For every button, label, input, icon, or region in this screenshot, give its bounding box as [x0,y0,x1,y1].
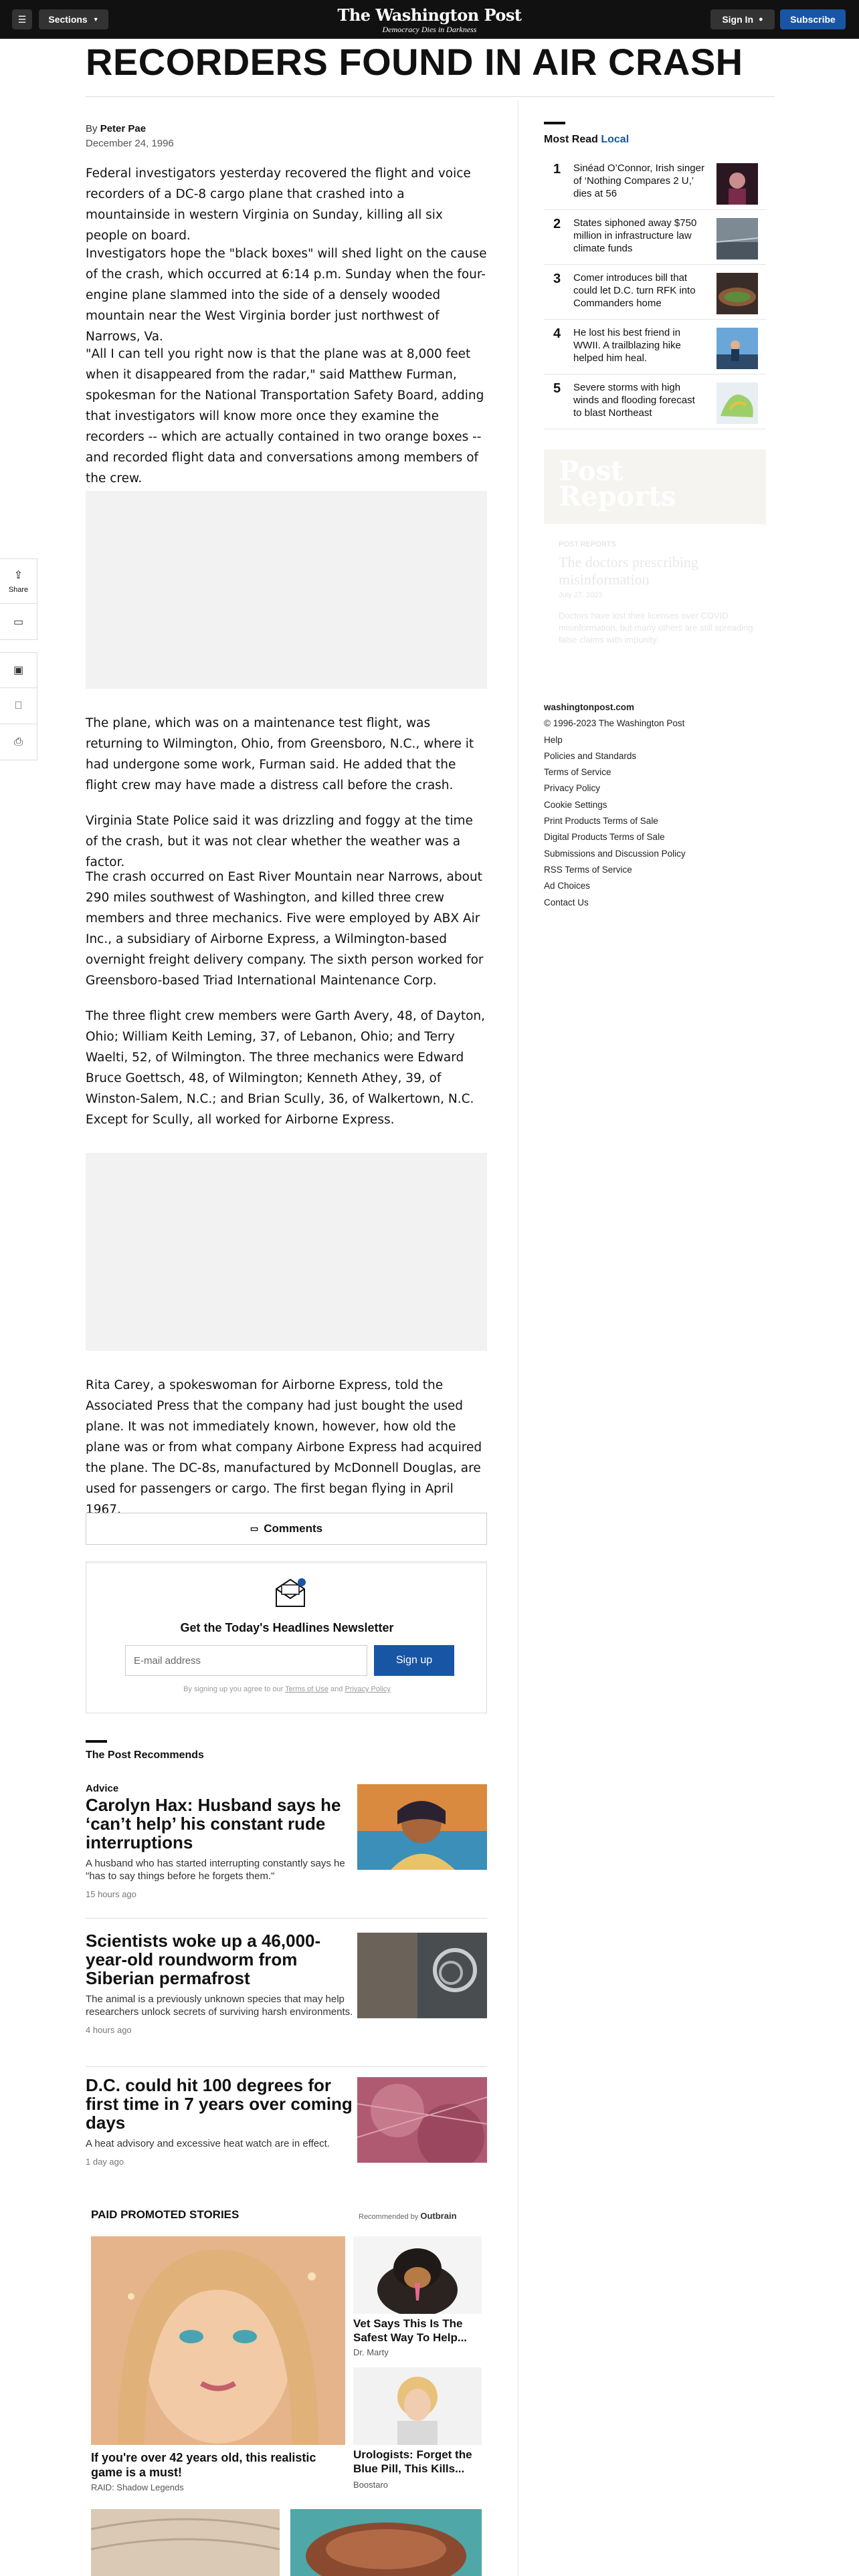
most-read-item[interactable] [544,210,766,265]
most-read-rank: 2 [553,217,561,231]
article-body-mid [86,811,487,873]
share-button[interactable] [0,558,37,604]
most-read-list [544,155,766,429]
newsletter-title: Get the Today's Headlines Newsletter [180,1621,394,1634]
article-paragraph: Rita Carey, a spokeswoman for Airborne Express, told the Associated Press that the company had just bought the used plane. It was not immediately known, however, how old the plane was or from what company Airbone Express had acquired the plane. The DC-8s, manufactured by McDonnell Douglas, are used for passengers or cargo. The first began flying in April 1967. [86,1378,482,1517]
post-reports-description: Doctors have lost their licenses over COVID misinformation, but many others are still spreading false claims with impunity. [559,611,753,645]
post-reports-kicker: POST REPORTS [559,540,616,548]
bookmark-rail-button[interactable] [0,688,37,724]
most-read-item[interactable] [544,155,766,210]
story-timestamp: 15 hours ago [86,1889,136,1899]
footer-link-policies[interactable]: Policies and Standards [544,750,637,761]
newsletter-signup [86,1561,487,1713]
article-paragraph: Federal investigators yesterday recovered the flight and voice recorders of a DC-8 cargo plane that crashed into a mountainside in western Virginia on Sunday, killing all six people on board. [86,167,471,243]
recommended-story[interactable] [86,2076,487,2167]
byline-prefix: By [86,123,98,134]
paid-story-image[interactable] [290,2509,482,2576]
footer-link-rss[interactable]: RSS Terms of Service [544,864,632,875]
recommended-story[interactable] [86,1783,487,1899]
most-read-thumbnail[interactable] [717,328,758,369]
sign-in-label: Sign In [722,14,753,25]
user-icon: ● [759,15,763,23]
envelope-icon [274,1577,307,1608]
most-read-headline[interactable]: He lost his best friend in WWII. A trailblazing hike helped him heal. [573,327,681,364]
subscribe-button[interactable]: Subscribe [780,9,846,29]
most-read-headline[interactable]: States siphoned away $750 million in infrastructure law climate funds [573,217,697,254]
paid-story-title[interactable]: If you're over 42 years old, this realistic game is a must! [91,2451,316,2479]
article-body-bottom [86,1375,487,1520]
bookmark-icon: ⎕ [15,700,22,712]
paid-story-image[interactable] [91,2236,345,2445]
article-headline: RECORDERS FOUND IN AIR CRASH [86,41,743,83]
newsletter-terms [86,1685,488,1693]
most-read-item[interactable] [544,265,766,320]
most-read-rank: 4 [553,326,561,341]
most-read-thumbnail[interactable] [717,383,758,424]
recommends-divider [86,1918,487,1919]
story-headline[interactable]: D.C. could hit 100 degrees for first time in 7 years over coming days [86,2075,353,2133]
footer-link-print-terms[interactable]: Print Products Terms of Sale [544,816,658,827]
print-icon: ⎙ [14,736,23,748]
comments-label: Comments [264,1522,323,1535]
most-read-item[interactable] [544,374,766,429]
post-reports-logo [559,455,676,512]
story-thumbnail[interactable] [357,1933,487,2018]
footer-link-contact[interactable]: Contact Us [544,897,589,907]
story-timestamp: 1 day ago [86,2157,124,2167]
most-read-local-label: Local [601,134,630,145]
gift-rail-button[interactable] [0,652,37,688]
sign-in-button[interactable] [710,9,775,29]
story-headline[interactable]: Carolyn Hax: Husband says he ‘can’t help’ his constant rude interruptions [86,1795,341,1852]
site-logo[interactable]: The Washington Post [337,5,522,25]
print-rail-button[interactable] [0,724,37,760]
comments-button[interactable] [86,1513,487,1545]
article-paragraph: Virginia State Police said it was drizzling and foggy at the time of the crash, but it was not clear whether the weather was a factor. [86,814,473,869]
most-read-headline[interactable]: Comer introduces bill that could let D.C. turn RFK into Commanders home [573,272,696,309]
footer-copyright: © 1996-2023 The Washington Post [544,718,685,729]
most-read-thumbnail[interactable] [717,218,758,259]
top-navigation-bar [0,0,859,39]
article-paragraph: Investigators hope the "black boxes" will shed light on the cause of the crash, which occurred at 6:14 p.m. Sunday when the four-engine plane slammed into the side of a densely wooded mountain near the West Virginia border just northwest of Narrows, Va. [86,247,487,344]
most-read-headline[interactable]: Sinéad O’Connor, Irish singer of ‘Nothing Compares 2 U,’ dies at 56 [573,163,704,199]
comment-icon: ▭ [13,616,24,628]
byline [86,123,146,134]
footer-site-link[interactable]: washingtonpost.com [544,702,634,712]
gift-icon: ▣ [13,665,24,676]
paid-story-source: Boostaro [353,2480,389,2490]
article-paragraph: The crash occurred on East River Mountain near Narrows, about 290 miles southwest of Washington, and killed three crew members and three mechanics. Five were employed by ABX Air Inc., a subsidiary of Airborne Express, a Wilmington-based overnight freight delivery company. The sixth person worked for Greensboro-based Triad International Maintenance Corp. [86,870,484,988]
site-tagline: Democracy Dies in Darkness [382,25,477,34]
most-read-rank: 3 [553,272,561,286]
share-label: Share [8,586,29,594]
post-reports-headline[interactable]: The doctors prescribing misinformation [559,554,698,588]
most-read-rule [544,122,565,124]
advertisement-slot [86,491,487,689]
author-link[interactable]: Peter Pae [100,123,147,134]
article-paragraph: The three flight crew members were Garth Avery, 48, of Dayton, Ohio; William Keith Leming, 37, of Lebanon, Ohio; and Terry Waelti, 52, of Wilmington. The three mechanics were Edward Bruce Goettsch, 48, of Wilmington; Kenneth Athey, 39, of Winston-Salem, N.C.; and Brian Scully, 36, of Walkertown, N.C. Except for Scully, all worked for Airborne Express. [86,1009,485,1127]
post-reports-logo-line: Reports [559,481,676,512]
article-paragraph: The plane, which was on a maintenance test flight, was returning to Wilmington, Ohio, from Greensboro, N.C., where it had undergone some work, Furman said. He added that the flight crew may have made a distress call before the crash. [86,716,474,792]
story-description: The animal is a previously unknown species that may help researchers unlock secrets of surviving harsh environments. [86,1994,353,2018]
newsletter-signup-button[interactable]: Sign up [374,1645,454,1676]
share-icon: ⇪ [13,570,23,581]
footer-link-privacy[interactable]: Privacy Policy [544,783,601,794]
terms-of-use-link[interactable]: Terms of Use [285,1685,328,1693]
footer-link-terms[interactable]: Terms of Service [544,767,611,778]
paid-story-image[interactable] [353,2367,482,2445]
post-reports-date: July 27, 2023 [559,591,603,599]
story-headline[interactable]: Scientists woke up a 46,000-year-old roundworm from Siberian permafrost [86,1931,321,1988]
article-body-mid [86,1006,487,1130]
sections-label: Sections [48,14,88,25]
footer-link-ad-choices[interactable]: Ad Choices [544,881,591,891]
footer-links [544,700,766,911]
paid-story-image[interactable] [91,2509,280,2576]
most-read-label: Most Read [544,134,598,145]
article-body-top [86,163,487,246]
most-read-headline[interactable]: Severe storms with high winds and flooding forecast to blast Northeast [573,382,695,419]
footer-link-cookies[interactable]: Cookie Settings [544,799,607,810]
footer-link-digital-terms[interactable]: Digital Products Terms of Sale [544,832,665,843]
outbrain-logo: Outbrain [420,2211,457,2221]
post-reports-promo[interactable] [544,449,766,524]
story-description: A heat advisory and excessive heat watch are in effect. [86,2138,330,2149]
hamburger-icon: ☰ [17,13,27,25]
most-read-rank: 5 [553,381,561,396]
paid-story-title[interactable]: Vet Says This Is The Safest Way To Help... [353,2317,468,2344]
recommends-divider [86,2066,487,2067]
comment-rail-button[interactable] [0,604,37,640]
terms-prefix: By signing up you agree to our [183,1685,284,1693]
email-field[interactable]: E-mail address [125,1645,367,1676]
most-read-thumbnail[interactable] [717,163,758,205]
paid-stories-title: PAID PROMOTED STORIES [91,2208,240,2221]
story-thumbnail[interactable] [357,1784,487,1870]
article-body-mid [86,713,487,796]
paid-story-image[interactable] [353,2236,482,2314]
most-read-title [544,134,629,146]
chevron-down-icon: ▼ [92,16,99,23]
post-reports-logo-line: Post [559,455,624,487]
story-description: A husband who has started interrupting constantly says he "has to say things before he forgets them." [86,1858,345,1882]
recommended-story[interactable] [86,1931,487,2035]
footer-link-help[interactable]: Help [544,734,563,745]
story-timestamp: 4 hours ago [86,2025,132,2035]
paid-story-source: Dr. Marty [353,2347,389,2357]
share-rail [0,558,37,760]
terms-and: and [330,1685,343,1693]
story-thumbnail[interactable] [357,2077,487,2163]
article-body-top [86,243,487,347]
most-read-thumbnail[interactable] [717,273,758,314]
paid-story-source: RAID: Shadow Legends [91,2482,184,2492]
recommends-rule [86,1740,107,1743]
comment-icon: ▭ [250,1523,259,1533]
privacy-policy-link[interactable]: Privacy Policy [345,1685,391,1693]
advertisement-slot [86,1153,487,1351]
footer-link-submissions[interactable]: Submissions and Discussion Policy [544,848,686,859]
paid-story-title[interactable]: Urologists: Forget the Blue Pill, This Kills... [353,2448,472,2475]
article-body-top [86,344,487,489]
recommends-title: The Post Recommends [86,1749,204,1761]
publish-date: December 24, 1996 [86,138,174,149]
most-read-rank: 1 [553,162,561,177]
article-paragraph: "All I can tell you right now is that the plane was at 8,000 feet when it disappeared from the radar," said Matthew Furman, spokesman for the National Transportation Safety Board, adding that investigators will know more once they examine the recorders -- which are actually contained in two orange boxes -- and recorded flight data and conversations among members of the crew. [86,347,484,486]
story-kicker: Advice [86,1783,119,1794]
recommended-by-label: Recommended by [359,2213,419,2221]
most-read-item[interactable] [544,320,766,374]
article-body-mid [86,867,487,991]
outbrain-attribution[interactable] [359,2211,457,2221]
headline-divider [86,96,775,97]
